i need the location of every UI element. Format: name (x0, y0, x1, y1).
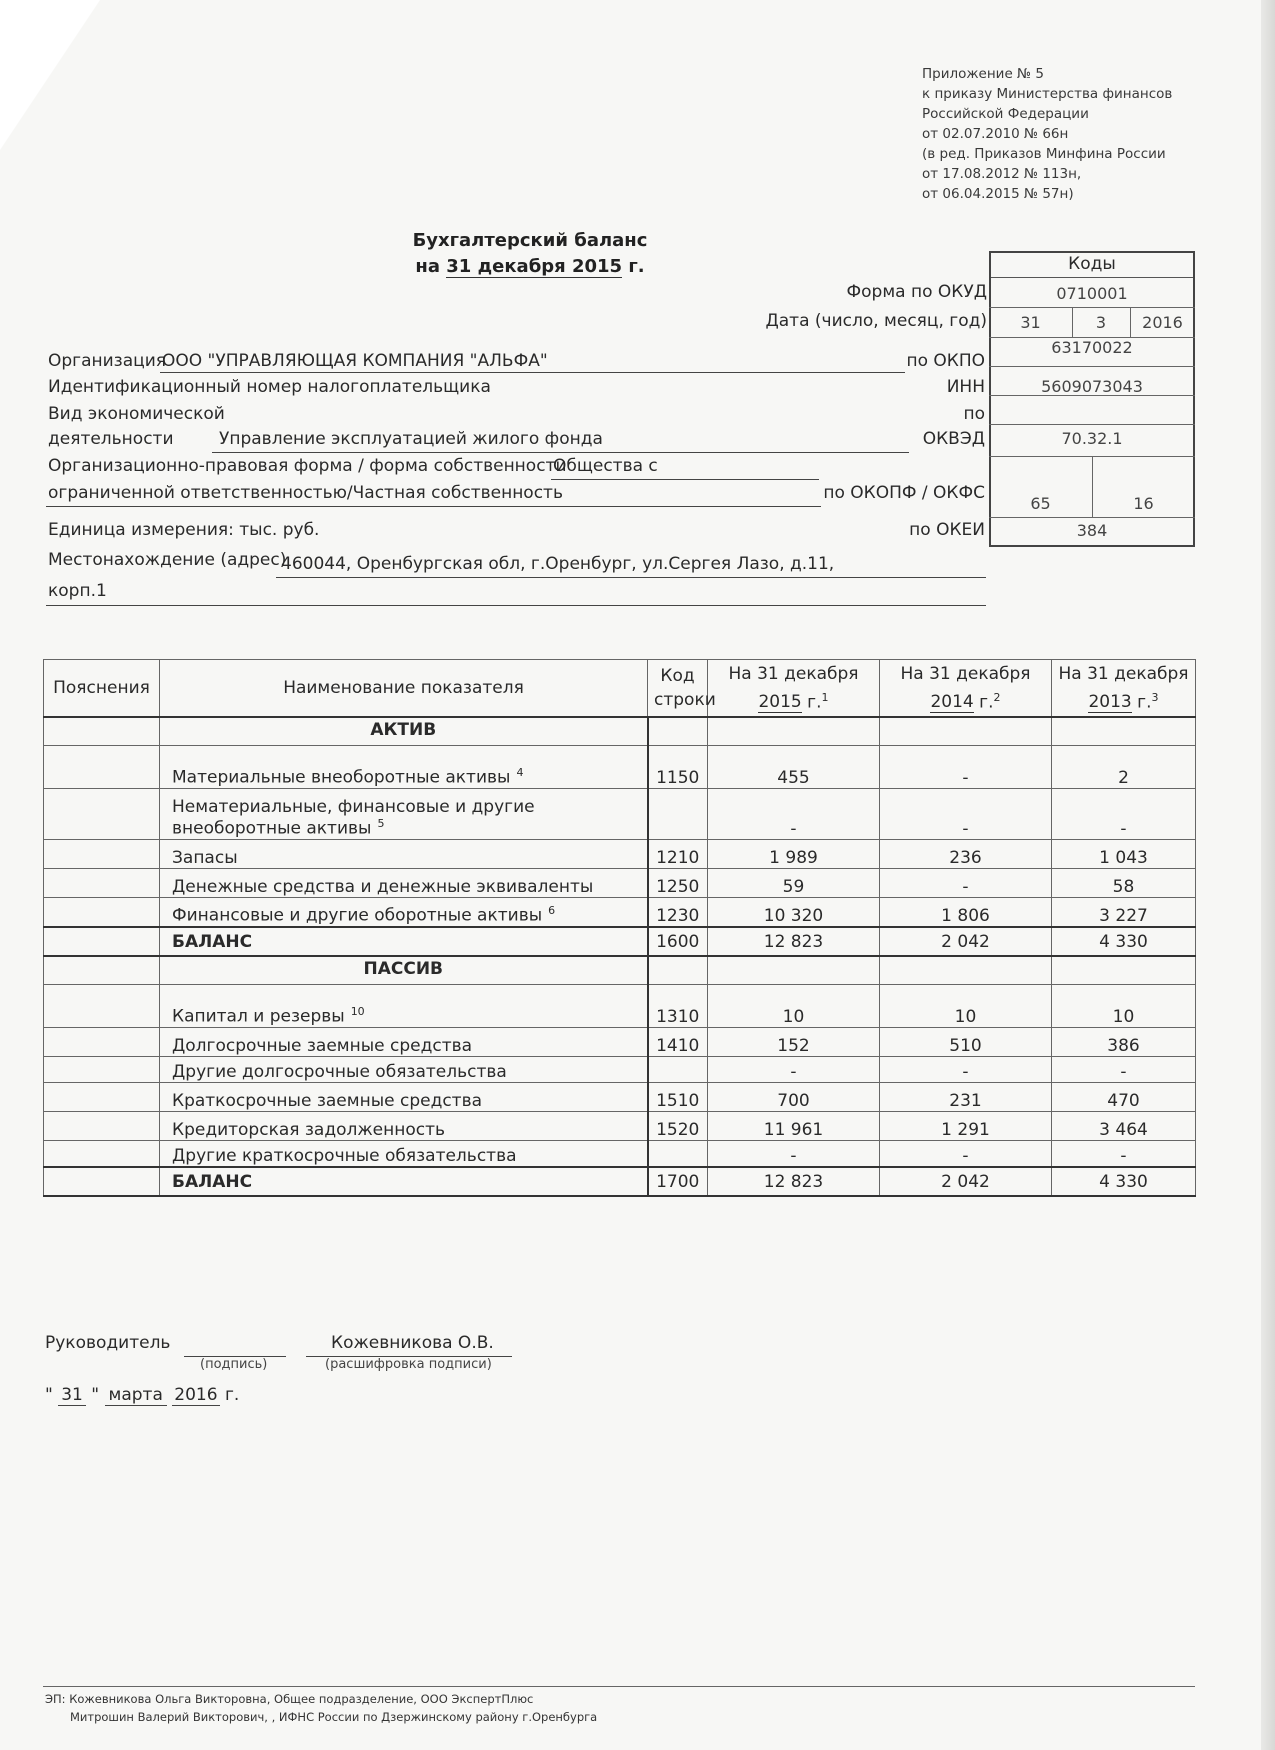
col-2013-line1: На 31 декабря (1058, 663, 1189, 684)
table-row (44, 1141, 1196, 1168)
cell-v2013: 4 330 (1052, 927, 1196, 956)
table-row (44, 1083, 1196, 1112)
title-suffix: г. (622, 256, 645, 277)
date-label: Дата (число, месяц, год) (765, 311, 987, 331)
balance-table (43, 659, 1196, 1197)
aktiv-title: АКТИВ (160, 717, 648, 746)
cell-code: 1700 (648, 1167, 708, 1196)
footnote-ref: 6 (548, 904, 556, 918)
signature-caption: (подпись) (200, 1357, 268, 1372)
footnote-ref: 4 (516, 766, 524, 780)
codes-divider (989, 366, 1195, 367)
col-2015-g: г. (801, 692, 822, 713)
aktiv-section (44, 717, 1196, 956)
cell-v2013: 10 (1052, 985, 1196, 1028)
activity-underline (212, 452, 909, 453)
head-label: Руководитель (45, 1333, 171, 1353)
activity-label-1: Вид экономической (48, 404, 225, 424)
okpo-label: по ОКПО (906, 351, 985, 371)
cell-notes (44, 956, 160, 985)
cell-notes (44, 1028, 160, 1057)
cell-notes (44, 927, 160, 956)
footer-divider (43, 1686, 1195, 1687)
balance-total-row (44, 927, 1196, 956)
inn-text-label: Идентификационный номер налогоплательщика (48, 377, 491, 397)
row-label: Запасы (172, 848, 238, 868)
row-label: Другие краткосрочные обязательства (172, 1146, 517, 1166)
col-2013-year: 2013 (1088, 692, 1132, 713)
cell-notes (44, 869, 160, 898)
col-notes: Пояснения (44, 660, 160, 718)
row-label: БАЛАНС (172, 931, 253, 952)
col-2014-g: г. (973, 692, 994, 713)
cell-v2014: 2 042 (880, 1167, 1052, 1196)
footer-esign (45, 1690, 597, 1726)
cell-v2015: 12 823 (708, 1167, 880, 1196)
address-value-2: корп.1 (48, 581, 107, 601)
okud-code: 0710001 (1056, 284, 1128, 303)
cell-name (160, 840, 648, 869)
appendix-line: от 02.07.2010 № 66н (922, 126, 1069, 142)
col-2013-g: г. (1131, 692, 1152, 713)
cell-code: 1600 (648, 927, 708, 956)
row-label: Денежные средства и денежные эквиваленты (172, 877, 594, 897)
appendix-line: Приложение № 5 (922, 66, 1044, 82)
title-line1: Бухгалтерский баланс (412, 230, 648, 251)
cell-code (648, 956, 708, 985)
cell-name (160, 789, 648, 840)
address-underline-1 (276, 577, 986, 578)
cell-v2013: 4 330 (1052, 1167, 1196, 1196)
org-name: ООО "УПРАВЛЯЮЩАЯ КОМПАНИЯ "АЛЬФА" (162, 351, 548, 371)
inn-code: 5609073043 (1041, 377, 1143, 396)
cell-v2015: 11 961 (708, 1112, 880, 1141)
col-2015-year: 2015 (758, 692, 802, 713)
cell-v2015: 700 (708, 1083, 880, 1112)
ownership-underline-1 (551, 479, 819, 480)
cell-name (160, 746, 648, 789)
table-row (44, 898, 1196, 928)
cell-notes (44, 985, 160, 1028)
date-quote-open: " (45, 1385, 53, 1405)
cell-code: 1250 (648, 869, 708, 898)
cell-v2015: 152 (708, 1028, 880, 1057)
cell-notes (44, 1141, 160, 1168)
cell-v2013: 3 227 (1052, 898, 1196, 928)
cell-v2013: 2 (1052, 746, 1196, 789)
cell-code: 1520 (648, 1112, 708, 1141)
cell-v2013: 386 (1052, 1028, 1196, 1057)
cell-v2015: - (708, 1057, 880, 1083)
cell-v2013: - (1052, 789, 1196, 840)
col-2015-line1: На 31 декабря (728, 663, 859, 684)
okpo-code: 63170022 (1051, 338, 1133, 357)
footer-line-1: ЭП: Кожевникова Ольга Викторовна, Общее подразделение, ООО ЭкспертПлюс (45, 1692, 534, 1706)
appendix-line: (в ред. Приказов Минфина России (922, 146, 1166, 162)
row-label: Долгосрочные заемные средства (172, 1036, 473, 1056)
table-row (44, 746, 1196, 789)
cell-code: 1410 (648, 1028, 708, 1057)
inn-label: ИНН (946, 377, 985, 397)
org-label: Организация (48, 351, 166, 371)
cell-code: 1230 (648, 898, 708, 928)
cell-code (648, 1057, 708, 1083)
sign-g: г. (224, 1385, 240, 1405)
cell-notes (44, 1167, 160, 1196)
unit-label: Единица измерения: тыс. руб. (48, 520, 320, 540)
date-year-code: 2016 (1142, 313, 1183, 332)
cell-name (160, 1141, 648, 1168)
col-code-line1: Код (660, 666, 695, 686)
col-2014-year: 2014 (930, 692, 974, 713)
cell-v2015: 59 (708, 869, 880, 898)
row-label: Другие долгосрочные обязательства (172, 1062, 507, 1082)
sign-date (45, 1385, 239, 1405)
sign-month: марта (105, 1385, 167, 1406)
col-2013 (1052, 660, 1196, 718)
cell-v2013: - (1052, 1141, 1196, 1168)
activity-label-2: деятельности (48, 429, 174, 449)
table-row (44, 840, 1196, 869)
cell-v2014: 1 806 (880, 898, 1052, 928)
cell-code: 1310 (648, 985, 708, 1028)
okopf-code: 65 (1030, 494, 1051, 513)
table-row (44, 789, 1196, 840)
okei-label: по ОКЕИ (909, 520, 985, 540)
okved-label-2: ОКВЭД (922, 429, 985, 449)
cell-name (160, 1112, 648, 1141)
cell-v2014: - (880, 1141, 1052, 1168)
cell-v2015: 455 (708, 746, 880, 789)
sign-year: 2016 (174, 1385, 218, 1405)
date-quote-close: " (91, 1385, 100, 1405)
cell-v2015: - (708, 1141, 880, 1168)
codes-divider (989, 307, 1195, 308)
col-2014 (880, 660, 1052, 718)
cell-v2013: - (1052, 1057, 1196, 1083)
paper-edge (1261, 0, 1275, 1750)
cell-v2014: - (880, 789, 1052, 840)
row-label: Кредиторская задолженность (172, 1120, 446, 1140)
date-day-code: 31 (1020, 313, 1041, 332)
cell-v2015: 10 (708, 985, 880, 1028)
cell-code (648, 789, 708, 840)
table-header-row (44, 660, 1196, 718)
row-label: Финансовые и другие оборотные активы (172, 906, 543, 926)
cell-notes (44, 1112, 160, 1141)
cell-v2013: 3 464 (1052, 1112, 1196, 1141)
okved-label-1: по (963, 404, 985, 424)
okud-label: Форма по ОКУД (846, 282, 987, 302)
cell-v2014: 2 042 (880, 927, 1052, 956)
cell-name (160, 1057, 648, 1083)
cell-name (160, 1167, 648, 1196)
appendix-line: Российской Федерации (922, 106, 1089, 122)
cell-name (160, 1083, 648, 1112)
cell-name (160, 1028, 648, 1057)
aktiv-title-row (44, 717, 1196, 746)
cell-code: 1210 (648, 840, 708, 869)
cell-v2014: - (880, 1057, 1052, 1083)
appendix-note (922, 64, 1242, 204)
document-title (360, 228, 700, 280)
cell-v2013: 470 (1052, 1083, 1196, 1112)
cell-code (648, 1141, 708, 1168)
cell-name (160, 927, 648, 956)
title-date: 31 декабря 2015 (446, 256, 623, 277)
col-code (648, 660, 716, 718)
table-row (44, 1112, 1196, 1141)
row-label: Нематериальные, финансовые и другие внеоборотные активы (172, 797, 535, 839)
cell-empty (708, 956, 880, 985)
row-label: Материальные внеоборотные активы (172, 768, 511, 788)
row-label: БАЛАНС (172, 1171, 253, 1192)
cell-notes (44, 746, 160, 789)
title-line2 (360, 254, 700, 280)
cell-v2014: 236 (880, 840, 1052, 869)
cell-v2014: 10 (880, 985, 1052, 1028)
cell-code: 1510 (648, 1083, 708, 1112)
ownership-underline-2 (46, 506, 821, 507)
org-underline (160, 372, 905, 373)
page-fold (0, 0, 100, 150)
cell-v2014: 510 (880, 1028, 1052, 1057)
passiv-section (44, 956, 1196, 1196)
col-2014-sup: 2 (993, 690, 1001, 704)
codes-header: Коды (989, 251, 1195, 278)
head-name: Кожевникова О.В. (331, 1333, 494, 1353)
ownership-label: Организационно-правовая форма / форма собственности (48, 456, 567, 476)
balance-total-row (44, 1167, 1196, 1196)
cell-empty (1052, 956, 1196, 985)
col-code-line2: строки (654, 690, 716, 710)
cell-name (160, 898, 648, 928)
address-value-1: 460044, Оренбургская обл, г.Оренбург, ул.Сергея Лазо, д.11, (281, 554, 835, 574)
cell-empty (880, 956, 1052, 985)
okfs-code: 16 (1133, 494, 1154, 513)
ownership-value-1: Общества с (553, 456, 658, 476)
appendix-line: к приказу Министерства финансов (922, 86, 1173, 102)
appendix-line: от 17.08.2012 № 113н, (922, 166, 1082, 182)
cell-v2014: - (880, 746, 1052, 789)
row-label: Капитал и резервы (172, 1007, 345, 1027)
col-2015 (708, 660, 880, 718)
title-prefix: на (415, 256, 447, 277)
cell-notes (44, 1057, 160, 1083)
address-underline-2 (46, 605, 986, 606)
table-row (44, 1028, 1196, 1057)
cell-notes (44, 898, 160, 928)
okved-code: 70.32.1 (1061, 429, 1123, 448)
table-row (44, 1057, 1196, 1083)
passiv-title: ПАССИВ (160, 956, 648, 985)
col-name: Наименование показателя (160, 660, 648, 718)
cell-notes (44, 840, 160, 869)
cell-name (160, 869, 648, 898)
codes-divider (989, 517, 1195, 518)
footer-line-2: Митрошин Валерий Викторович, , ИФНС России по Дзержинскому району г.Оренбурга (70, 1710, 598, 1724)
table-row (44, 985, 1196, 1028)
cell-v2015: 1 989 (708, 840, 880, 869)
cell-v2014: 1 291 (880, 1112, 1052, 1141)
cell-v2015: 12 823 (708, 927, 880, 956)
footnote-ref: 10 (350, 1005, 365, 1019)
okei-code: 384 (1076, 521, 1108, 540)
cell-v2013: 58 (1052, 869, 1196, 898)
cell-name (160, 985, 648, 1028)
sign-day: 31 (58, 1385, 86, 1406)
cell-v2015: 10 320 (708, 898, 880, 928)
appendix-line: от 06.04.2015 № 57н) (922, 186, 1074, 202)
okopf-label: по ОКОПФ / ОКФС (823, 483, 985, 503)
cell-v2014: 231 (880, 1083, 1052, 1112)
table-row (44, 869, 1196, 898)
cell-v2015: - (708, 789, 880, 840)
cell-notes (44, 789, 160, 840)
col-2015-sup: 1 (821, 690, 829, 704)
address-label: Местонахождение (адрес) (48, 550, 287, 570)
col-2013-sup: 3 (1151, 690, 1159, 704)
footnote-ref: 5 (377, 817, 385, 831)
activity-value: Управление эксплуатацией жилого фонда (219, 429, 603, 449)
ownership-value-2: ограниченной ответственностью/Частная собственность (48, 483, 563, 503)
cell-v2014: - (880, 869, 1052, 898)
cell-notes (44, 1083, 160, 1112)
codes-divider (989, 424, 1195, 425)
date-month-code: 3 (1095, 313, 1107, 332)
row-label: Краткосрочные заемные средства (172, 1091, 483, 1111)
cell-v2013: 1 043 (1052, 840, 1196, 869)
col-2014-line1: На 31 декабря (900, 663, 1031, 684)
cell-code: 1150 (648, 746, 708, 789)
passiv-title-row (44, 956, 1196, 985)
decode-caption: (расшифровка подписи) (325, 1357, 492, 1372)
